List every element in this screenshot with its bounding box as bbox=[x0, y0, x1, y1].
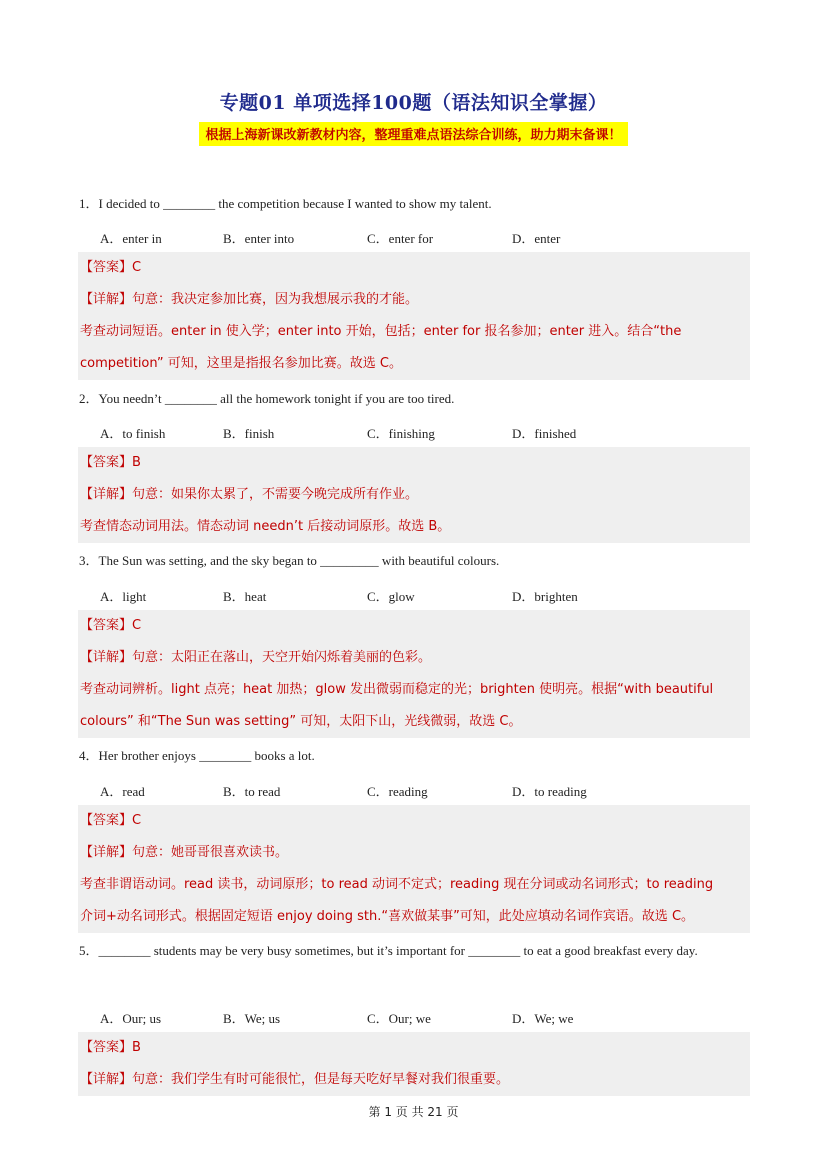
detail-text: 句意：如果你太累了，不需要今晚完成所有作业。 bbox=[132, 487, 419, 502]
explain-line: 介词+动名词形式。根据固定短语 enjoy doing sth.“喜欢做某事”可知，此处应填动名词作宾语。故选 C。 bbox=[80, 909, 695, 924]
option-c: C．reading bbox=[367, 784, 428, 799]
question-stem: 2．You needn’t ________ all the homework tonight if you are too tired. bbox=[79, 391, 455, 406]
explain-line: colours” 和“The Sun was setting” 可知，太阳下山，光线微弱，故选 C。 bbox=[80, 714, 522, 729]
question-stem: 1．I decided to ________ the competition because I wanted to show my talent. bbox=[79, 196, 492, 211]
page-footer: 第 1 页 共 21 页 bbox=[368, 1105, 459, 1119]
answer-line: 【答案】C bbox=[80, 813, 142, 828]
option-b: B．finish bbox=[223, 426, 275, 441]
answer-block bbox=[78, 610, 750, 738]
answer-block bbox=[78, 447, 750, 543]
option-a: A．to finish bbox=[100, 426, 166, 441]
option-d: D．enter bbox=[512, 231, 561, 246]
answer-value: B bbox=[132, 455, 141, 470]
detail-text: 句意：我们学生有时可能很忙，但是每天吃好早餐对我们很重要。 bbox=[132, 1072, 510, 1087]
page-subtitle: 根据上海新课改新教材内容，整理重难点语法综合训练，助力期末备课！ bbox=[199, 122, 627, 146]
answer-value: C bbox=[132, 618, 142, 633]
explain-line: 考查情态动词用法。情态动词 needn’t 后接动词原形。故选 B。 bbox=[80, 519, 451, 534]
question-stem: 4．Her brother enjoys ________ books a lot. bbox=[79, 748, 315, 763]
detail-line: 【详解】句意：她哥哥很喜欢读书。 bbox=[80, 845, 289, 860]
option-b: B．heat bbox=[223, 589, 267, 604]
option-a: A．read bbox=[100, 784, 145, 799]
options-row bbox=[100, 1008, 740, 1026]
answer-line: 【答案】C bbox=[80, 260, 142, 275]
detail-line: 【详解】句意：我们学生有时可能很忙，但是每天吃好早餐对我们很重要。 bbox=[80, 1072, 510, 1087]
detail-text: 句意：她哥哥很喜欢读书。 bbox=[132, 845, 289, 860]
question-stem: 5．________ students may be very busy sometimes, but it’s important for ________ to eat a good breakfast every day. bbox=[79, 943, 698, 958]
option-d: D．finished bbox=[512, 426, 577, 441]
option-c: C．enter for bbox=[367, 231, 434, 246]
answer-value: B bbox=[132, 1040, 141, 1055]
answer-value: C bbox=[132, 813, 142, 828]
answer-line: 【答案】B bbox=[80, 1040, 141, 1055]
detail-text: 句意：太阳正在落山，天空开始闪烁着美丽的色彩。 bbox=[132, 650, 432, 665]
answer-line: 【答案】B bbox=[80, 455, 141, 470]
question-stem: 3．The Sun was setting, and the sky began to _________ with beautiful colours. bbox=[79, 553, 500, 568]
option-b: B．to read bbox=[223, 784, 281, 799]
answer-block bbox=[78, 805, 750, 933]
detail-line: 【详解】句意：如果你太累了，不需要今晚完成所有作业。 bbox=[80, 487, 419, 502]
answer-block bbox=[78, 252, 750, 380]
answer-line: 【答案】C bbox=[80, 618, 142, 633]
option-d: D．to reading bbox=[512, 784, 587, 799]
subtitle-wrap bbox=[0, 122, 827, 146]
explain-line: 考查动词辨析。light 点亮；heat 加热；glow 发出微弱而稳定的光；brighten 使明亮。根据“with beautiful bbox=[80, 682, 714, 697]
answer-block bbox=[78, 1032, 750, 1096]
detail-line: 【详解】句意：我决定参加比赛，因为我想展示我的才能。 bbox=[80, 292, 419, 307]
explain-line: 考查非谓语动词。read 读书，动词原形；to read 动词不定式；reading 现在分词或动名词形式；to reading bbox=[80, 877, 714, 892]
explain-line: competition” 可知，这里是指报名参加比赛。故选 C。 bbox=[80, 356, 402, 371]
option-a: A．light bbox=[100, 589, 147, 604]
option-b: B．enter into bbox=[223, 231, 295, 246]
option-a: A．Our; us bbox=[100, 1011, 162, 1026]
detail-line: 【详解】句意：太阳正在落山，天空开始闪烁着美丽的色彩。 bbox=[80, 650, 432, 665]
option-c: C．glow bbox=[367, 589, 415, 604]
options-row bbox=[100, 586, 740, 604]
explain-line: 考查动词短语。enter in 使入学；enter into 开始，包括；enter for 报名参加；enter 进入。结合“the bbox=[80, 324, 682, 339]
options-row bbox=[100, 228, 740, 246]
option-c: C．finishing bbox=[367, 426, 435, 441]
options-row bbox=[100, 781, 740, 799]
option-b: B．We; us bbox=[223, 1011, 281, 1026]
page-title: 专题01 单项选择100题（语法知识全掌握） bbox=[219, 92, 608, 114]
detail-text: 句意：我决定参加比赛，因为我想展示我的才能。 bbox=[132, 292, 419, 307]
option-c: C．Our; we bbox=[367, 1011, 431, 1026]
option-d: D．We; we bbox=[512, 1011, 574, 1026]
option-d: D．brighten bbox=[512, 589, 578, 604]
answer-value: C bbox=[132, 260, 142, 275]
option-a: A．enter in bbox=[100, 231, 162, 246]
options-row bbox=[100, 423, 740, 441]
